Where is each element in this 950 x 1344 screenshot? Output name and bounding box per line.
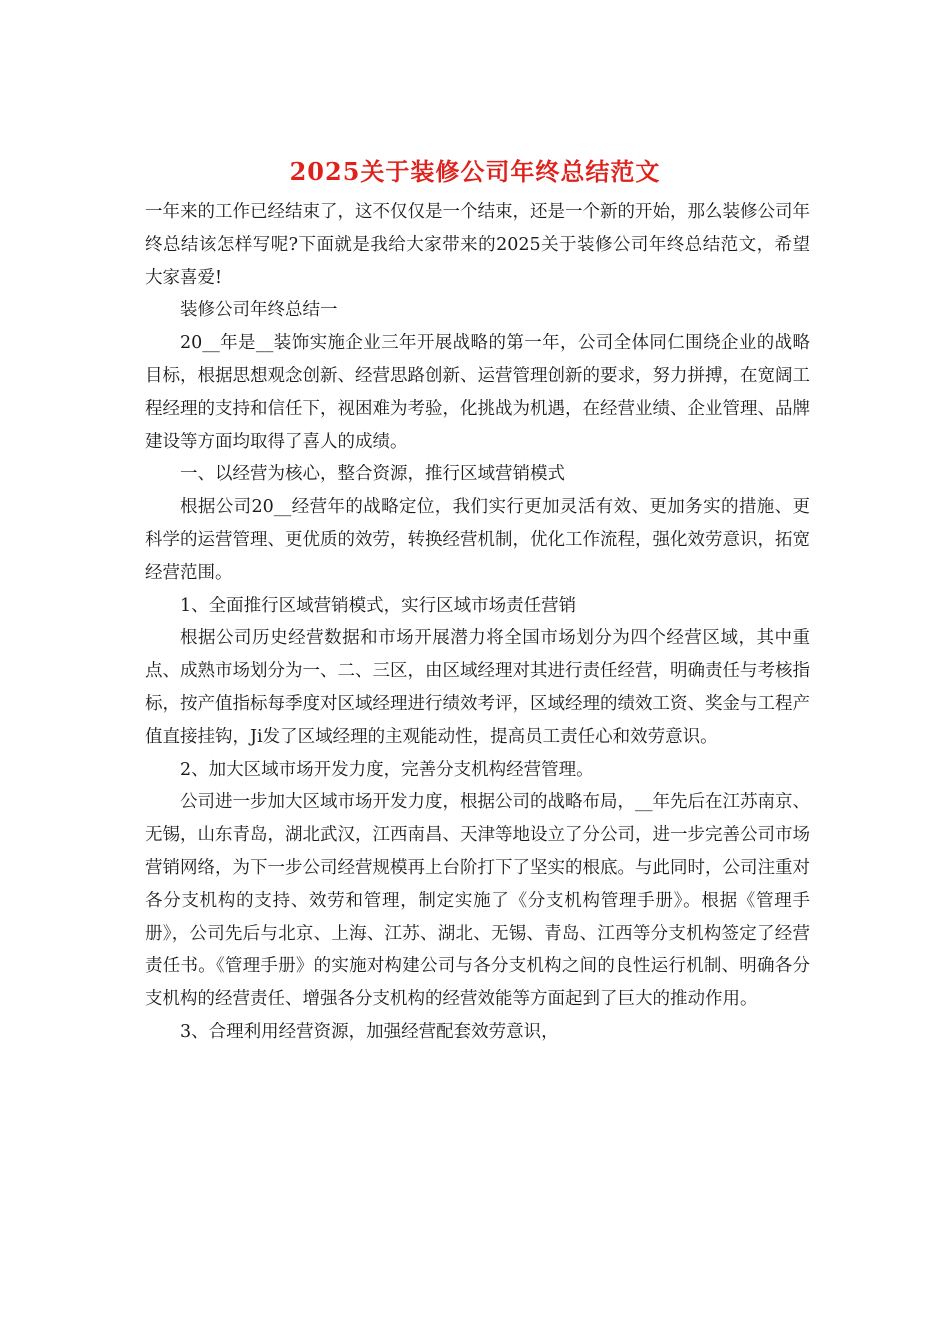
section-heading: 装修公司年终总结一 (180, 300, 338, 321)
list-heading: 1、全面推行区域营销模式，实行区域市场责任营销 (180, 595, 577, 616)
intro-paragraph: 一年来的工作已经结束了，这不仅仅是一个结束，还是一个新的开始，那么装修公司年终总结该怎样写呢?下面就是我给大家带来的2025关于装修公司年终总结范文，希望大家喜爱! (145, 202, 810, 288)
list-heading: 2、加大区域市场开发力度，完善分支机构经营管理。 (180, 759, 594, 780)
subsection-heading: 一、以经营为核心，整合资源，推行区域营销模式 (180, 464, 565, 485)
document-title: 2025关于装修公司年终总结范文 (289, 157, 661, 186)
document-body (145, 196, 810, 1049)
paragraph: 根据公司历史经营数据和市场开展潜力将全国市场划分为四个经营区域，其中重点、成熟市场划分为一、二、三区，由区域经理对其进行责任经营，明确责任与考核指标，按产值指标每季度对区域经理进行绩效考评，区域经理的绩效工资、奖金与工程产值直接挂钩，Ji发了区域经理的主观能动性，提高员工责任心和效劳意识。 (145, 628, 810, 747)
list-heading: 3、合理利用经营资源，加强经营配套效劳意识， (180, 1021, 559, 1042)
paragraph: 20__年是__装饰实施企业三年开展战略的第一年，公司全体同仁围绕企业的战略目标，根据思想观念创新、经营思路创新、运营管理创新的要求，努力拼搏，在宽阔工程经理的支持和信任下，视困难为考验，化挑战为机遇，在经营业绩、企业管理、品牌建设等方面均取得了喜人的成绩。 (145, 333, 810, 452)
paragraph: 公司进一步加大区域市场开发力度，根据公司的战略布局，__年先后在江苏南京、无锡，山东青岛，湖北武汉，江西南昌、天津等地设立了分公司，进一步完善公司市场营销网络，为下一步公司经营规模再上台阶打下了坚实的根底。与此同时，公司注重对各分支机构的支持、效劳和管理，制定实施了《分支机构管理手册》。根据《管理手册》，公司先后与北京、上海、江苏、湖北、无锡、青岛、江西等分支机构签定了经营责任书。《管理手册》的实施对构建公司与各分支机构之间的良性运行机制、明确各分支机构的经营责任、增强各分支机构的经营效能等方面起到了巨大的推动作用。 (145, 792, 810, 1010)
paragraph: 根据公司20__经营年的战略定位，我们实行更加灵活有效、更加务实的措施、更科学的运营管理、更优质的效劳，转换经营机制，优化工作流程，强化效劳意识，拓宽经营范围。 (145, 497, 810, 583)
